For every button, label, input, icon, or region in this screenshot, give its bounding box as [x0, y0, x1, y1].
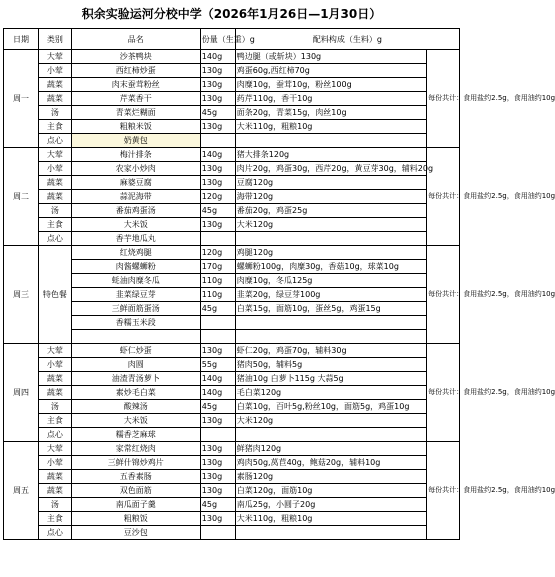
ingredients-cell: 素肠120g: [235, 470, 426, 484]
table-row: [4, 470, 460, 484]
table-row: [4, 232, 460, 246]
ingredients-cell: 豆腐120g: [235, 176, 426, 190]
dish-cell: 蒜泥海带: [71, 190, 200, 204]
table-row: [4, 218, 460, 232]
ingredients-cell: 面条20g，青菜15g，肉丝10g: [235, 106, 426, 120]
dish-cell: 肉末蚕茸粉丝: [71, 78, 200, 92]
table-row: [4, 148, 460, 162]
quantity-cell: 45g: [200, 498, 235, 512]
quantity-cell: [200, 428, 235, 442]
table-row: [4, 190, 460, 204]
dish-cell: 油渣青汤萝卜: [71, 372, 200, 386]
table-row: [4, 414, 460, 428]
quantity-cell: [200, 232, 235, 246]
quantity-cell: 130g: [200, 512, 235, 526]
table-row: [4, 512, 460, 526]
quantity-cell: [200, 330, 235, 344]
dish-cell: 麻婆豆腐: [71, 176, 200, 190]
dish-cell: 粗粮饭: [71, 512, 200, 526]
ingredients-cell: 鸡腿120g: [235, 246, 426, 260]
quantity-cell: 130g: [200, 470, 235, 484]
ingredients-cell: 海带120g: [235, 190, 426, 204]
dish-cell: 虾仁炒蛋: [71, 344, 200, 358]
quantity-cell: [200, 526, 235, 540]
ingredients-cell: 大米120g: [235, 414, 426, 428]
quantity-cell: 55g: [200, 358, 235, 372]
dish-cell: 肉酱螺蛳粉: [71, 260, 200, 274]
quantity-cell: 130g: [200, 64, 235, 78]
dish-cell: 沙茶鸭块: [71, 50, 200, 64]
ingredients-cell: [235, 232, 426, 246]
ingredients-cell: 药芹110g，香干10g: [235, 92, 426, 106]
table-row: [4, 120, 460, 134]
dish-cell: 肉圆: [71, 358, 200, 372]
category-cell: 蔬菜: [38, 386, 71, 400]
quantity-cell: 130g: [200, 92, 235, 106]
table-row: [4, 330, 460, 344]
dish-cell: 三鲜面筋蛋汤: [71, 302, 200, 316]
quantity-cell: 130g: [200, 344, 235, 358]
ingredients-cell: 螺蛳粉100g，肉糜30g，香菇10g，球菜10g: [235, 260, 426, 274]
header-quantity: 份量（生重）g: [200, 29, 235, 50]
category-cell: 蔬菜: [38, 92, 71, 106]
table-row: [4, 386, 460, 400]
table-row: [4, 64, 460, 78]
table-row: [4, 400, 460, 414]
nutrition-note: 每份共计：食用盐约2.5g，食用油约10g: [427, 148, 460, 246]
ingredients-cell: [235, 526, 426, 540]
dish-cell: 豆沙包: [71, 526, 200, 540]
ingredients-cell: 大米110g，粗粮10g: [235, 512, 426, 526]
table-row: [4, 176, 460, 190]
menu-table: [3, 28, 555, 540]
table-row: [4, 498, 460, 512]
quantity-cell: 140g: [200, 386, 235, 400]
dish-cell: 青菜烂糊面: [71, 106, 200, 120]
ingredients-cell: 白菜15g，面筋10g，蛋丝5g，鸡蛋15g: [235, 302, 426, 316]
ingredients-cell: [235, 316, 426, 330]
quantity-cell: [200, 316, 235, 330]
dish-cell: 梅汁排条: [71, 148, 200, 162]
dish-cell: 韭菜绿豆芽: [71, 288, 200, 302]
quantity-cell: 130g: [200, 176, 235, 190]
header-date: 日期: [4, 29, 39, 50]
quantity-cell: 130g: [200, 414, 235, 428]
dish-cell: 香糯玉米段: [71, 316, 200, 330]
category-cell: 主食: [38, 120, 71, 134]
table-row: [4, 246, 460, 260]
ingredients-cell: 鸭边腿（或斩块）130g: [235, 50, 426, 64]
category-cell: 蔬菜: [38, 176, 71, 190]
table-row: [4, 428, 460, 442]
dish-cell: 双色面筋: [71, 484, 200, 498]
category-cell: 小荤: [38, 162, 71, 176]
day-cell: 周一: [4, 50, 39, 148]
quantity-cell: 140g: [200, 50, 235, 64]
ingredients-cell: 肉糜10g，蚕茸10g，粉丝100g: [235, 78, 426, 92]
category-cell: 点心: [38, 428, 71, 442]
quantity-cell: 170g: [200, 260, 235, 274]
quantity-cell: 130g: [200, 78, 235, 92]
dish-cell: 大米饭: [71, 414, 200, 428]
ingredients-cell: 鸡蛋60g,西红柿70g: [235, 64, 426, 78]
quantity-cell: 110g: [200, 274, 235, 288]
category-cell: 主食: [38, 218, 71, 232]
category-cell: 汤: [38, 106, 71, 120]
table-row: [4, 260, 460, 274]
dish-cell: 素炒毛白菜: [71, 386, 200, 400]
quantity-cell: 130g: [200, 120, 235, 134]
table-row: [4, 134, 460, 148]
ingredients-cell: 猪大排条120g: [235, 148, 426, 162]
ingredients-cell: 番茄20g，鸡蛋25g: [235, 204, 426, 218]
dish-cell: 蚝油肉糜冬瓜: [71, 274, 200, 288]
ingredients-cell: [235, 134, 426, 148]
dish-cell: 五香素肠: [71, 470, 200, 484]
nutrition-note: 每份共计：食用盐约2.5g，食用油约10g: [427, 344, 460, 442]
ingredients-cell: 韭菜20g，绿豆芽100g: [235, 288, 426, 302]
table-row: [4, 526, 460, 540]
quantity-cell: 130g: [200, 218, 235, 232]
ingredients-cell: 猪肉50g，辅料5g: [235, 358, 426, 372]
quantity-cell: 120g: [200, 246, 235, 260]
category-cell: 大荤: [38, 442, 71, 456]
ingredients-cell: 鲜猪肉120g: [235, 442, 426, 456]
dish-cell: 香芋地瓜丸: [71, 232, 200, 246]
quantity-cell: 140g: [200, 148, 235, 162]
ingredients-cell: 大米110g，粗粮10g: [235, 120, 426, 134]
header-ingredients: 配料构成（生料）g: [235, 29, 459, 50]
day-cell: 周五: [4, 442, 39, 540]
ingredients-cell: 南瓜25g，小圆子20g: [235, 498, 426, 512]
ingredients-cell: 毛白菜120g: [235, 386, 426, 400]
dish-cell: 农家小炒肉: [71, 162, 200, 176]
category-cell: 蔬菜: [38, 78, 71, 92]
category-cell: 特色餐: [38, 246, 71, 344]
quantity-cell: 45g: [200, 204, 235, 218]
table-row: [4, 274, 460, 288]
day-cell: 周三: [4, 246, 39, 344]
category-cell: 大荤: [38, 344, 71, 358]
dish-cell: 家常红烧肉: [71, 442, 200, 456]
header-dish: 品名: [71, 29, 200, 50]
ingredients-cell: 猪油10g 白萝卜115g 大蒜5g: [235, 372, 426, 386]
category-cell: 汤: [38, 204, 71, 218]
quantity-cell: 130g: [200, 456, 235, 470]
quantity-cell: 130g: [200, 162, 235, 176]
ingredients-cell: 白菜120g，面筋10g: [235, 484, 426, 498]
table-row: [4, 288, 460, 302]
table-row: [4, 372, 460, 386]
page-title: 积余实验运河分校中学（2026年1月26日—1月30日）: [81, 7, 382, 21]
dish-cell: 酸辣汤: [71, 400, 200, 414]
quantity-cell: 45g: [200, 302, 235, 316]
category-cell: 主食: [38, 414, 71, 428]
category-cell: 点心: [38, 134, 71, 148]
category-cell: 主食: [38, 512, 71, 526]
ingredients-cell: 肉糜10g，冬瓜125g: [235, 274, 426, 288]
quantity-cell: 140g: [200, 372, 235, 386]
category-cell: 蔬菜: [38, 190, 71, 204]
dish-cell: 奶黄包: [71, 134, 200, 148]
table-row: [4, 358, 460, 372]
ingredients-cell: 大米120g: [235, 218, 426, 232]
dish-cell: 西红柿炒蛋: [71, 64, 200, 78]
quantity-cell: 110g: [200, 288, 235, 302]
category-cell: 大荤: [38, 50, 71, 64]
dish-cell: 南瓜面子羹: [71, 498, 200, 512]
day-cell: 周四: [4, 344, 39, 442]
table-row: [4, 456, 460, 470]
ingredients-cell: [235, 428, 426, 442]
table-row: [4, 50, 460, 64]
table-row: [4, 92, 460, 106]
quantity-cell: 130g: [200, 484, 235, 498]
ingredients-cell: [235, 330, 426, 344]
table-row: [4, 204, 460, 218]
category-cell: 小荤: [38, 358, 71, 372]
category-cell: 蔬菜: [38, 470, 71, 484]
dish-cell: [71, 330, 200, 344]
quantity-cell: 120g: [200, 190, 235, 204]
nutrition-note: 每份共计：食用盐约2.5g，食用油约10g: [427, 442, 460, 540]
table-row: [4, 302, 460, 316]
table-row: [4, 316, 460, 330]
dish-cell: 红烧鸡腿: [71, 246, 200, 260]
table-row: [4, 442, 460, 456]
dish-cell: 粗粮米饭: [71, 120, 200, 134]
category-cell: 汤: [38, 498, 71, 512]
category-cell: 点心: [38, 232, 71, 246]
nutrition-note: 每份共计：食用盐约2.5g，食用油约10g: [427, 50, 460, 148]
day-cell: 周二: [4, 148, 39, 246]
dish-cell: 糯香芝麻球: [71, 428, 200, 442]
header-category: 类别: [38, 29, 71, 50]
table-row: [4, 78, 460, 92]
category-cell: 蔬菜: [38, 372, 71, 386]
quantity-cell: 45g: [200, 400, 235, 414]
ingredients-cell: 虾仁20g，鸡蛋70g，辅料30g: [235, 344, 426, 358]
table-row: [4, 162, 460, 176]
menu-body: [4, 50, 555, 540]
header-row: [4, 29, 460, 50]
quantity-cell: 45g: [200, 106, 235, 120]
nutrition-note: 每份共计：食用盐约2.5g，食用油约10g: [427, 246, 460, 344]
table-row: [4, 484, 460, 498]
category-cell: 小荤: [38, 456, 71, 470]
category-cell: 蔬菜: [38, 484, 71, 498]
table-row: [4, 106, 460, 120]
table-row: [4, 344, 460, 358]
category-cell: 大荤: [38, 148, 71, 162]
ingredients-cell: 白菜10g，百叶5g,粉丝10g，面筋5g，鸡蛋10g: [235, 400, 426, 414]
dish-cell: 大米饭: [71, 218, 200, 232]
category-cell: 小荤: [38, 64, 71, 78]
ingredients-cell: 鸡肉50g,莴苣40g，鲍菇20g，辅料10g: [235, 456, 426, 470]
category-cell: 汤: [38, 400, 71, 414]
dish-cell: 芹菜香干: [71, 92, 200, 106]
dish-cell: 三鲜什锦炒鸡片: [71, 456, 200, 470]
quantity-cell: [200, 134, 235, 148]
category-cell: 点心: [38, 526, 71, 540]
quantity-cell: 130g: [200, 442, 235, 456]
ingredients-cell: 肉片20g，鸡蛋30g，西芹20g，黄豆芽30g，辅料20g: [235, 162, 426, 176]
dish-cell: 番茄鸡蛋汤: [71, 204, 200, 218]
